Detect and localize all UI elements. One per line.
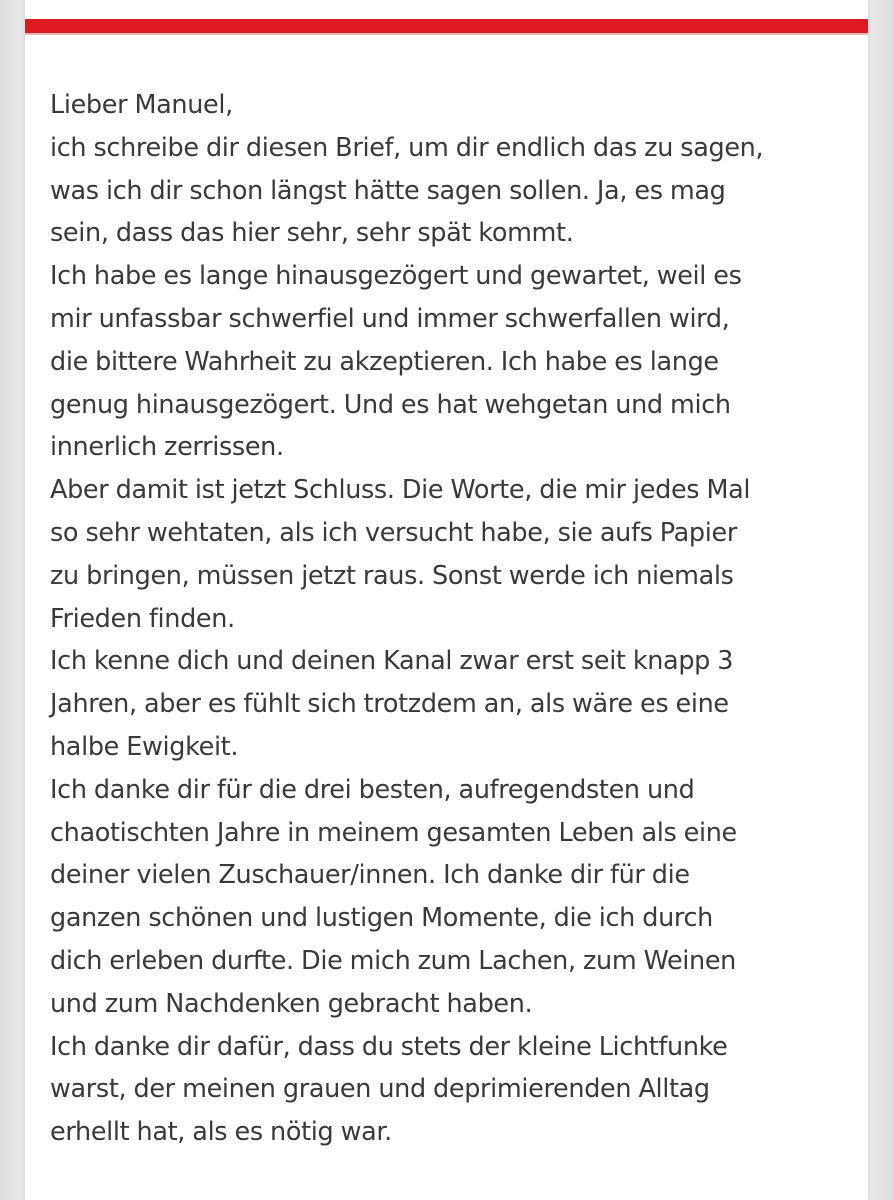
letter-line: Aber damit ist jetzt Schluss. Die Worte, die mir jedes Mal [50,475,751,506]
letter-line: zu bringen, müssen jetzt raus. Sonst werde ich niemals [50,560,734,591]
letter-line: halbe Ewigkeit. [50,731,239,762]
letter-line: Ich danke dir dafür, dass du stets der kleine Lichtfunke [50,1031,728,1062]
letter-line: ich schreibe dir diesen Brief, um dir endlich das zu sagen, [50,132,764,163]
letter-line: Lieber Manuel, [50,90,233,120]
letter-line: warst, der meinen grauen und deprimierenden Alltag [50,1074,710,1105]
letter-line: chaotischten Jahre in meinem gesamten Leben als eine [50,817,737,848]
letter-line: Frieden finden. [50,603,235,634]
letter-line: was ich dir schon längst hätte sagen sollen. Ja, es mag [50,175,726,206]
letter-line: die bittere Wahrheit zu akzeptieren. Ich habe es lange [50,346,719,377]
letter-line: so sehr wehtaten, als ich versucht habe, sie aufs Papier [50,517,737,548]
letter-line: deiner vielen Zuschauer/innen. Ich danke dir für die [50,860,690,891]
letter-sheet [25,0,868,1200]
letter-line: und zum Nachdenken gebracht haben. [50,988,533,1019]
letter-line: Ich danke dir für die drei besten, aufregendsten und [50,774,695,805]
header-accent-line [25,33,868,35]
letter-line: erhellt hat, als es nötig war. [50,1117,392,1148]
letter-line: genug hinausgezögert. Und es hat wehgetan und mich [50,389,731,420]
letter-body [50,84,850,1154]
letter-line: Ich habe es lange hinausgezögert und gewartet, weil es [50,261,742,292]
letter-line: sein, dass das hier sehr, sehr spät kommt. [50,218,574,249]
letter-line: Jahren, aber es fühlt sich trotzdem an, als wäre es eine [50,689,729,720]
header-accent-bar [25,19,868,33]
letter-line: dich erleben durfte. Die mich zum Lachen, zum Weinen [50,945,736,976]
letter-line: Ich kenne dich und deinen Kanal zwar erst seit knapp 3 [50,646,734,677]
letter-line: ganzen schönen und lustigen Momente, die ich durch [50,903,713,934]
letter-line: mir unfassbar schwerfiel und immer schwerfallen wird, [50,303,730,334]
letter-line: innerlich zerrissen. [50,432,284,463]
